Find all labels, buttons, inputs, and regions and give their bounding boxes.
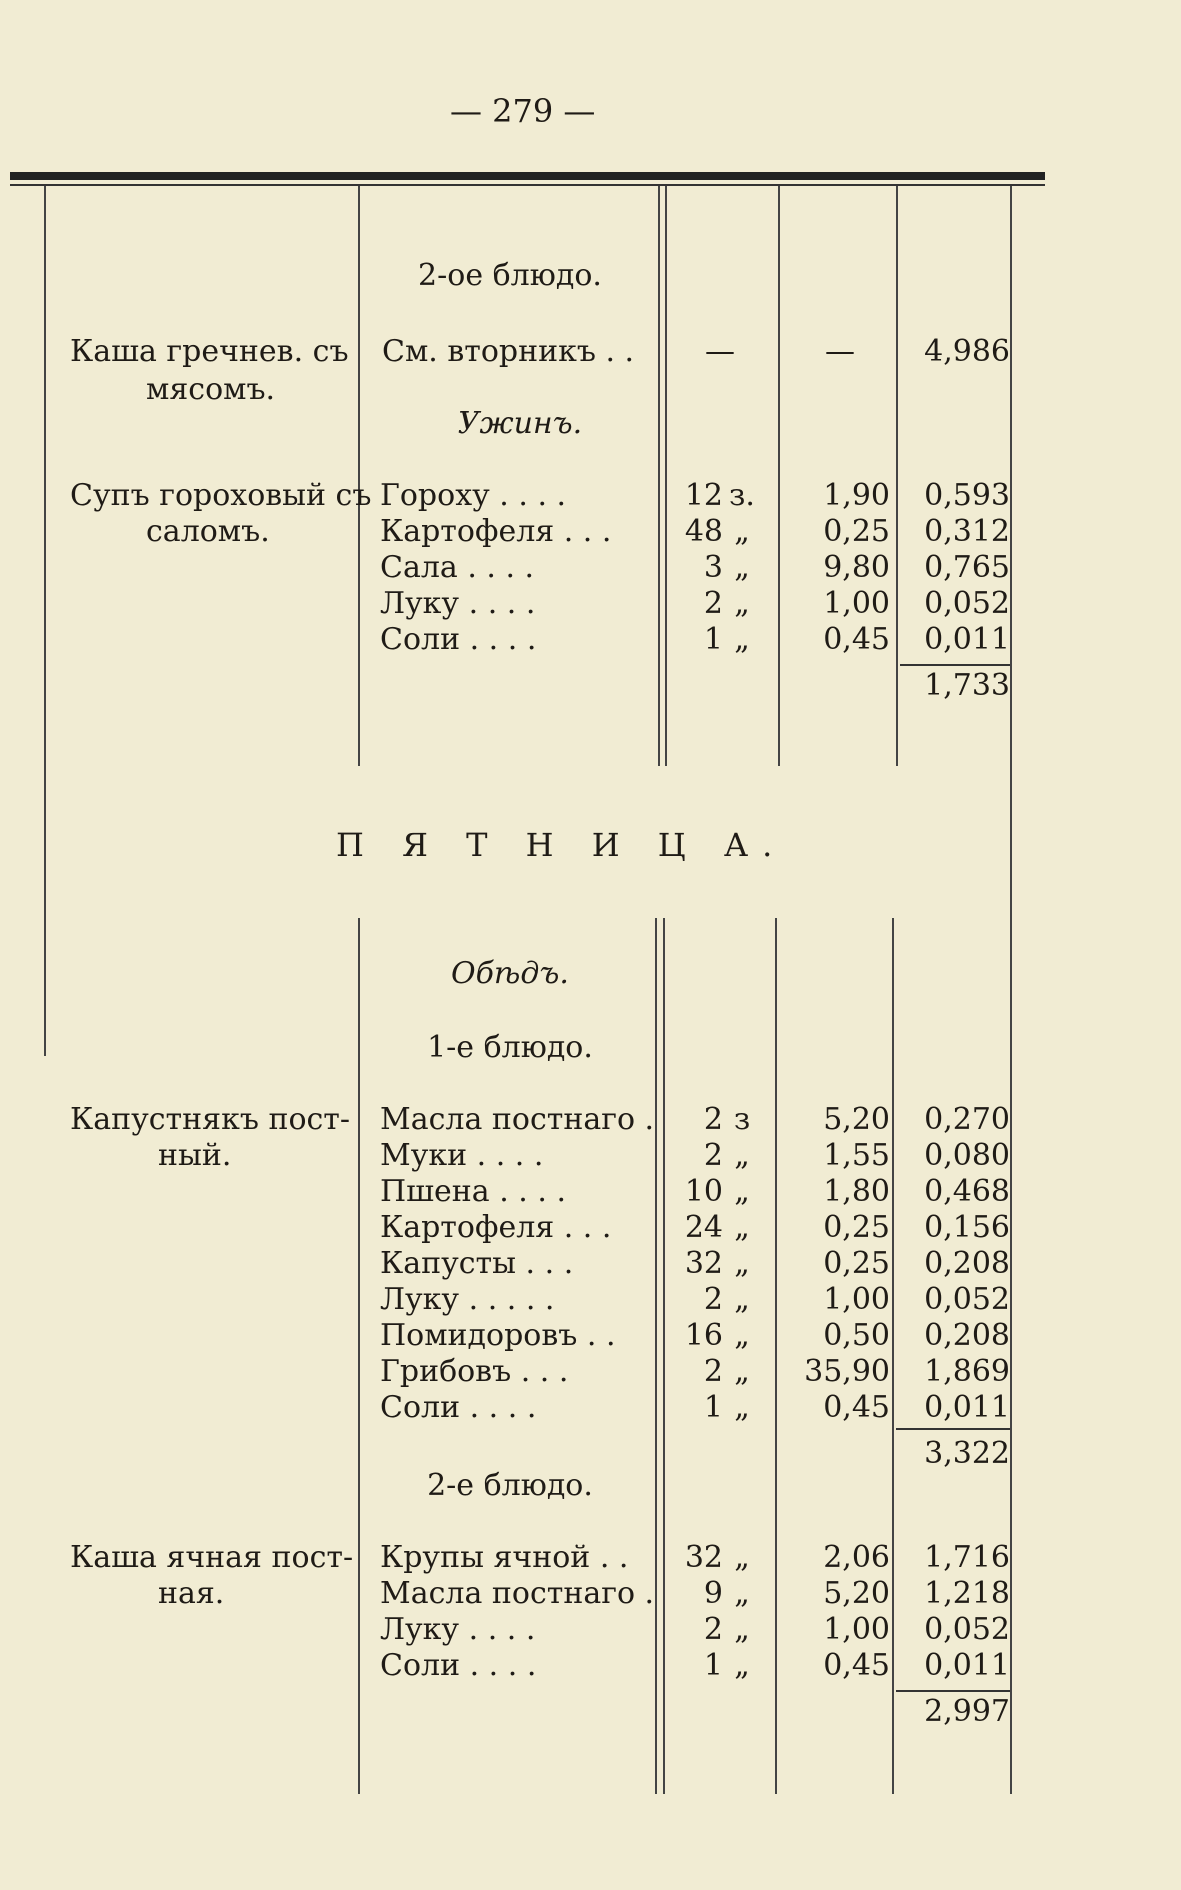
column-divider-price <box>896 186 898 766</box>
ingredient-unit: „ <box>734 1612 750 1647</box>
cabbage-total: 3,322 <box>924 1436 1010 1471</box>
top-thin-rule <box>10 184 1045 186</box>
supper-heading: Ужинъ. <box>457 406 583 441</box>
ingredient-qty: 16 <box>684 1318 723 1353</box>
dish-name-cabbage-line1: Капустнякъ пост- <box>70 1102 351 1137</box>
pea-soup-total: 1,733 <box>924 668 1010 703</box>
ingredient-name: Крупы ячной . . <box>380 1540 629 1575</box>
ingredient-price: 0,25 <box>823 1210 890 1245</box>
qty-dash: — <box>705 334 735 369</box>
dinner-heading: Обѣдъ. <box>451 956 569 991</box>
ingredient-price: 0,45 <box>823 622 890 657</box>
ingredient-unit: „ <box>734 514 750 549</box>
dish-name-pea-soup-line1: Супъ гороховый съ <box>70 478 372 513</box>
ingredient-sum: 0,052 <box>924 586 1010 621</box>
ingredient-qty: 1 <box>703 1648 723 1683</box>
ingredient-price: 5,20 <box>823 1102 890 1137</box>
ingredient-unit: „ <box>734 1138 750 1173</box>
ingredient-price: 35,90 <box>804 1354 890 1389</box>
bottom-column-divider-ingredient <box>655 918 657 1794</box>
ingredient-unit: з <box>733 1102 751 1137</box>
dish-name-barley-line2: ная. <box>158 1576 225 1611</box>
ingredient-name: Капусты . . . <box>380 1246 574 1281</box>
ingredient-name: Луку . . . . . <box>380 1282 555 1317</box>
course-heading-second: 2-ое блюдо. <box>418 258 602 293</box>
ingredient-qty: 2 <box>703 1138 723 1173</box>
ingredient-qty: 24 <box>684 1210 723 1245</box>
ingredient-name: Пшена . . . . <box>380 1174 566 1209</box>
ingredient-qty: 32 <box>684 1246 723 1281</box>
ingredient-sum: 0,080 <box>924 1138 1010 1173</box>
ingredient-unit: „ <box>734 1210 750 1245</box>
page-number: — 279 — <box>450 92 596 130</box>
price-dash: — <box>825 334 855 369</box>
ingredient-price: 0,45 <box>823 1390 890 1425</box>
ingredient-name: Луку . . . . <box>380 586 536 621</box>
column-divider-qty <box>778 186 780 766</box>
ingredient-price: 1,00 <box>823 1612 890 1647</box>
ingredient-sum: 0,312 <box>924 514 1010 549</box>
dish-name-barley-line1: Каша ячная пост- <box>70 1540 354 1575</box>
table-left-border <box>44 186 46 1056</box>
ingredient-sum: 0,468 <box>924 1174 1010 1209</box>
column-divider-name <box>358 186 360 766</box>
ingredient-name: Картофеля . . . <box>380 1210 612 1245</box>
ingredient-unit: „ <box>734 1354 750 1389</box>
ingredient-name: Картофеля . . . <box>380 514 612 549</box>
ingredient-sum: 0,270 <box>924 1102 1010 1137</box>
ingredient-name: Масла постнаго . <box>380 1102 655 1137</box>
bottom-column-divider-price <box>892 918 894 1794</box>
ingredient-unit: „ <box>734 622 750 657</box>
ingredient-price: 9,80 <box>823 550 890 585</box>
ingredient-sum: 0,011 <box>924 1390 1010 1425</box>
ingredient-qty: 2 <box>703 1612 723 1647</box>
subtotal-rule <box>896 1428 1010 1430</box>
ingredient-qty: 3 <box>703 550 723 585</box>
ingredient-price: 1,80 <box>823 1174 890 1209</box>
ingredient-qty: 9 <box>703 1576 723 1611</box>
ingredient-qty: 2 <box>703 586 723 621</box>
ingredient-unit: „ <box>734 1282 750 1317</box>
ingredient-qty: 12 <box>684 478 723 513</box>
ingredient-price: 2,06 <box>823 1540 890 1575</box>
ingredient-qty: 2 <box>703 1282 723 1317</box>
ingredient-price: 0,45 <box>823 1648 890 1683</box>
ingredient-sum: 1,218 <box>924 1576 1010 1611</box>
ingredient-name: Соли . . . . <box>380 1390 537 1425</box>
ingredient-unit: „ <box>734 1648 750 1683</box>
ingredient-sum: 0,156 <box>924 1210 1010 1245</box>
ingredient-qty: 2 <box>703 1102 723 1137</box>
ingredient-name: Луку . . . . <box>380 1612 536 1647</box>
table-right-border <box>1010 186 1012 1794</box>
ingredient-sum: 0,208 <box>924 1246 1010 1281</box>
ingredient-price: 1,00 <box>823 586 890 621</box>
bottom-column-divider-name <box>358 918 360 1794</box>
ingredient-qty: 48 <box>684 514 723 549</box>
ingredient-name: Соли . . . . <box>380 1648 537 1683</box>
ingredient-qty: 2 <box>703 1354 723 1389</box>
ingredient-unit: „ <box>734 1246 750 1281</box>
top-thick-rule <box>10 172 1045 180</box>
ingredient-sum: 0,593 <box>924 478 1010 513</box>
ingredient-sum: 0,011 <box>924 1648 1010 1683</box>
ingredient-price: 0,25 <box>823 514 890 549</box>
subtotal-rule <box>896 1690 1010 1692</box>
dish-name-buckwheat-line2: мясомъ. <box>146 372 276 407</box>
dish-name-buckwheat-line1: Каша гречнев. съ <box>70 334 349 369</box>
column-divider-ingredient-2 <box>665 186 667 766</box>
barley-total: 2,997 <box>924 1694 1010 1729</box>
ingredient-sum: 0,765 <box>924 550 1010 585</box>
course-heading-second-bottom: 2-е блюдо. <box>427 1468 593 1503</box>
ingredient-unit: „ <box>734 1540 750 1575</box>
ingredient-unit: „ <box>734 586 750 621</box>
ingredient-sum: 0,052 <box>924 1612 1010 1647</box>
ingredient-name: Грибовъ . . . <box>380 1354 569 1389</box>
ingredient-price: 1,90 <box>823 478 890 513</box>
ingredient-qty: 10 <box>684 1174 723 1209</box>
ingredient-unit: „ <box>734 1174 750 1209</box>
ingredient-price: 1,55 <box>823 1138 890 1173</box>
ingredient-price: 0,25 <box>823 1246 890 1281</box>
day-heading: П Я Т Н И Ц А. <box>336 826 787 864</box>
ingredient-name: Масла постнаго . <box>380 1576 655 1611</box>
ingredient-unit: „ <box>734 1576 750 1611</box>
ingredient-price: 1,00 <box>823 1282 890 1317</box>
column-divider-ingredient <box>658 186 660 766</box>
ingredient-unit: „ <box>734 1318 750 1353</box>
ingredient-name: Соли . . . . <box>380 622 537 657</box>
ingredient-sum: 0,208 <box>924 1318 1010 1353</box>
ingredient-sum: 1,869 <box>924 1354 1010 1389</box>
ingredient-sum: 1,716 <box>924 1540 1010 1575</box>
ingredient-name: Гороху . . . . <box>380 478 567 513</box>
ingredient-name: Сала . . . . <box>380 550 535 585</box>
ingredient-sum: 0,052 <box>924 1282 1010 1317</box>
ingredient-name: Помидоровъ . . <box>380 1318 616 1353</box>
ingredient-name: Муки . . . . <box>380 1138 544 1173</box>
dish-name-pea-soup-line2: саломъ. <box>146 514 270 549</box>
dish-reference: См. вторникъ . . <box>382 334 635 369</box>
ingredient-unit: з. <box>729 478 755 513</box>
ingredient-unit: „ <box>734 1390 750 1425</box>
ingredient-qty: 1 <box>703 1390 723 1425</box>
course-heading-first: 1-е блюдо. <box>427 1030 593 1065</box>
ingredient-qty: 1 <box>703 622 723 657</box>
dish-sum-buckwheat: 4,986 <box>924 334 1010 369</box>
bottom-column-divider-qty <box>775 918 777 1794</box>
ingredient-sum: 0,011 <box>924 622 1010 657</box>
subtotal-rule <box>900 664 1010 666</box>
ingredient-unit: „ <box>734 550 750 585</box>
ingredient-price: 0,50 <box>823 1318 890 1353</box>
ingredient-qty: 32 <box>684 1540 723 1575</box>
dish-name-cabbage-line2: ный. <box>158 1138 232 1173</box>
ingredient-price: 5,20 <box>823 1576 890 1611</box>
